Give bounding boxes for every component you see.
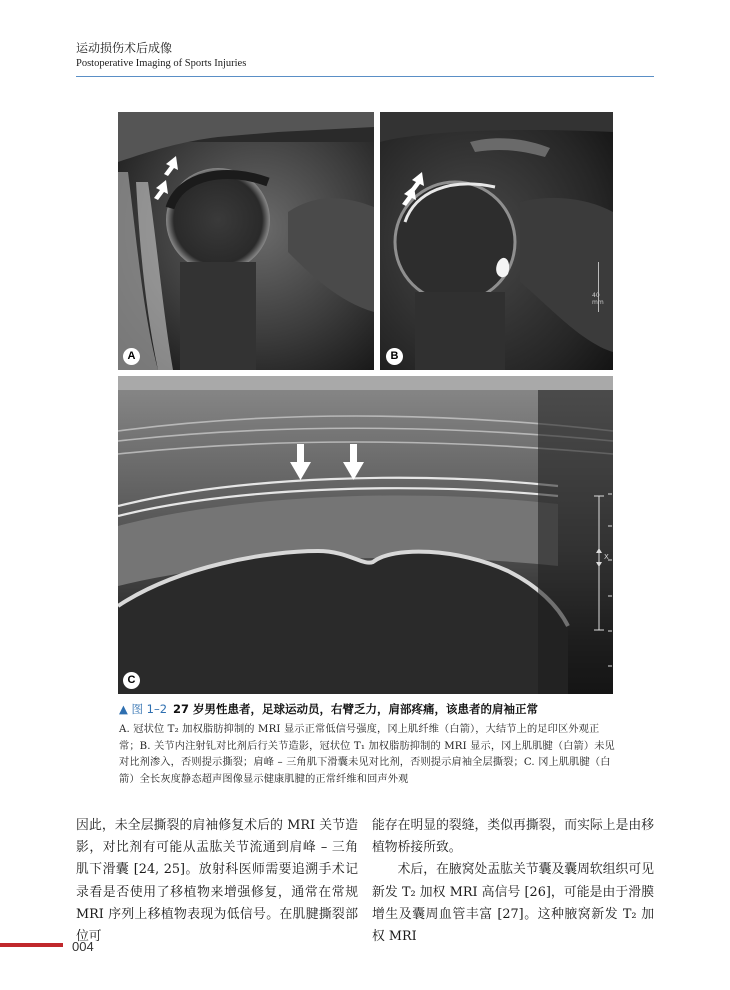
- body-paragraph: 能存在明显的裂缝，类似再撕裂，而实际上是由移植物桥接所致。: [372, 818, 654, 856]
- panel-label-a: A: [123, 348, 140, 365]
- panel-label-b: B: [386, 348, 403, 365]
- panel-label-c: C: [123, 672, 140, 689]
- running-header-en: Postoperative Imaging of Sports Injuries: [76, 58, 247, 69]
- footer-accent-bar: [0, 943, 63, 947]
- figure-caption-title: [119, 701, 659, 717]
- figure-panel-a: [118, 112, 374, 370]
- running-header-cn: 运动损伤术后成像: [76, 41, 173, 55]
- body-paragraph: 因此，未全层撕裂的肩袖修复术后的 MRI 关节造影，对比剂有可能从盂肱关节流通到肩峰 – 三角肌下滑囊 [24, 25]。放射科医师需要追溯手术记录看是否使用了移植物来增强修复，通常在常规 MRI 序列上移植物表现为低信号。在肌腱撕裂部位可: [76, 818, 358, 945]
- caption-triangle-icon: ▲: [119, 702, 132, 716]
- body-column-right: [372, 815, 654, 948]
- svg-text:X: X: [604, 553, 609, 561]
- figure-panel-c: [118, 376, 613, 694]
- figure-label: 图 1–2: [131, 702, 168, 716]
- scale-readout: 40 mm: [592, 292, 604, 306]
- body-column-left: [76, 815, 358, 948]
- body-paragraph: 术后，在腋窝处盂肱关节囊及囊周软组织可见新发 T₂ 加权 MRI 高信号 [26]，可能是由于滑膜增生及囊周血管丰富 [27]。这种腋窝新发 T₂ 加权 MRI: [372, 862, 654, 945]
- figure-panel-b: [380, 112, 613, 370]
- header-rule: [76, 76, 654, 77]
- caption-title-text: 27 岁男性患者，足球运动员，右臂乏力，肩部疼痛，该患者的肩袖正常: [173, 702, 539, 716]
- page-number: 004: [72, 939, 94, 954]
- figure-caption-body: A. 冠状位 T₂ 加权脂肪抑制的 MRI 显示正常低信号强度，冈上肌纤维（白箭），大结节上的足印区外观正常；B. 关节内注射钆对比剂后行关节造影，冠状位 T₁ 加权脂肪抑制的 MRI 显示，冈上肌肌腱（白箭）未见对比剂渗入，否则提示撕裂；肩峰 – 三角肌下滑囊未见对比剂，否则提示肩袖全层撕裂；C. 冈上肌肌腱（白箭）全长灰度静态超声图像显示健康肌腱的正常纤维和回声外观: [119, 724, 615, 785]
